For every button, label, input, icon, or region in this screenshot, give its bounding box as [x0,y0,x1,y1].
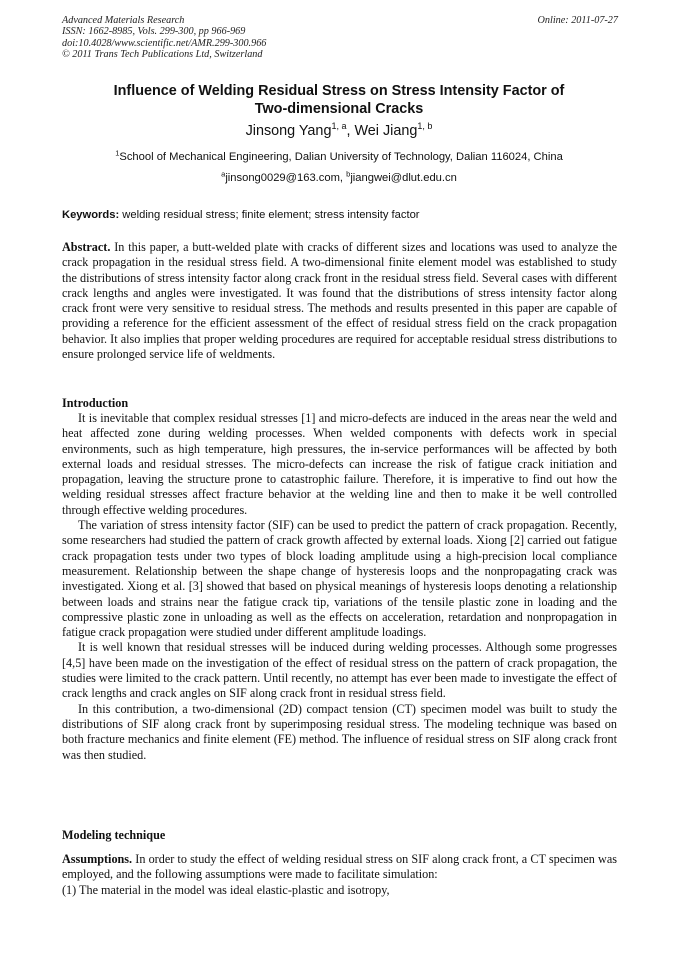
affiliation [62,149,616,165]
author-name: Wei Jiang [354,123,418,139]
list-item: (1) The material in the model was ideal elastic-plastic and isotropy, [62,882,390,897]
copyright-line: © 2011 Trans Tech Publications Ltd, Switzerland [62,49,263,61]
author-affiliation-marker: 1, a [331,121,347,132]
title-line-1: Influence of Welding Residual Stress on Stress Intensity Factor of [113,83,565,99]
paragraph: In this contribution, a two-dimensional (2D) compact tension (CT) specimen model was built to study the distributions of SIF along crack front by superimposing residual stress. The modeling technique was based on both fracture mechanics and finite element (FE) method. The influence of residual stress on SIF along crack front was then studied. [62,701,617,762]
email-link[interactable]: jinsong0029@163.com, [225,172,347,184]
keywords-text: welding residual stress; finite element; stress intensity factor [119,209,420,221]
paragraph: It is well known that residual stresses will be induced during welding processes. Although some progresses [4,5] have been made on the investigation of the effect of residual stress on the pattern of crack propagation, the studies were limited to the crack pattern. Until recently, no attempt has ever been made to investigate the effect of crack lengths and crack angles on SIF along crack front in residual stress field. [62,640,617,701]
assumptions-label: Assumptions. [62,852,133,866]
abstract-label: Abstract. [62,240,111,254]
affiliation-text: School of Mechanical Engineering, Dalian University of Technology, Dalian 116024, China [119,151,563,163]
keywords [62,207,616,223]
email-marker: a [221,169,226,179]
author-emails [62,170,616,186]
affiliation-marker: 1 [115,148,120,158]
author-list [62,121,616,141]
introduction-body [62,411,617,763]
paper-title [62,82,616,118]
issn-line: ISSN: 1662-8985, Vols. 299-300, pp 966-969 [62,26,246,38]
modeling-body [62,852,617,898]
section-heading: Introduction [62,396,129,410]
abstract-text: In this paper, a butt-welded plate with cracks of different sizes and locations was used to analyze the crack propagation in the residual stress field. A two-dimensional finite element model was established to study the distributions of stress intensity factor along crack front in the residual stress field. Several cases with different crack lengths and angles were investigated. It was found that the distributions of stress intensity factor along crack front were very sensitive to residual stress. The methods and results presented in this paper are capable of providing a reference for the efficient assessment of the effect of residual stress field on the crack propagation behavior. It also implies that proper welding procedures are required for acceptable residual stress distributions to ensure prolonged service life of weldments. [62,240,617,362]
author-separator: , [346,123,355,139]
doi-line[interactable]: doi:10.4028/www.scientific.net/AMR.299-300.966 [62,37,267,49]
paragraph: It is inevitable that complex residual stresses [1] and micro-defects are induced in the areas near the weld and heat affected zone during welding processes. When welded components with defects work in special environments, such as high temperature, high pressures, the in-service performances will be affected by both external loads and residual stresses. The micro-defects can increase the risk of fatigue crack initiation and propagation, leaving the structure prone to catastrophic failure. Therefore, it is imperative to find out how the welding residual stresses affect fracture behavior at the welding line and then to make it be well controlled through effective welding procedures. [62,411,617,517]
section-heading: Modeling technique [62,828,166,842]
author-affiliation-marker: 1, b [417,121,433,132]
email-link[interactable]: jiangwei@dlut.edu.cn [350,172,457,184]
journal-name: Advanced Materials Research [62,15,185,26]
author-name: Jinsong Yang [245,123,332,139]
keywords-label: Keywords: [62,209,120,221]
assumptions-text: In order to study the effect of welding residual stress on SIF along crack front, a CT specimen was employed, and the following assumptions were made to facilitate simulation: [62,852,617,882]
online-date: Online: 2011-07-27 [537,15,618,26]
journal-header [62,15,618,61]
email-marker: b [346,169,351,179]
title-line-2: Two-dimensional Cracks [254,101,424,117]
abstract [62,240,617,362]
paragraph: The variation of stress intensity factor (SIF) can be used to predict the pattern of crack propagation. Recently, some researchers had studied the pattern of crack growth affected by external loads. Xiong [2] carried out fatigue crack propagation tests under two types of block loading amplitude using a high-precision local compliance measurement. Relationship between the shape change of hysteresis loops and the nonpropagating crack was investigated. Xiong et al. [3] showed that based on physical meanings of hysteresis loops denoting a relationship between loads and strains near the fatigue crack tip, variations of the tensile plastic zone in loading and the compressive plastic zone in unloading as well as the effects on acceleration, retardation and nonpropagation in fatigue crack propagation were studied under different amplitude loadings. [62,518,617,640]
